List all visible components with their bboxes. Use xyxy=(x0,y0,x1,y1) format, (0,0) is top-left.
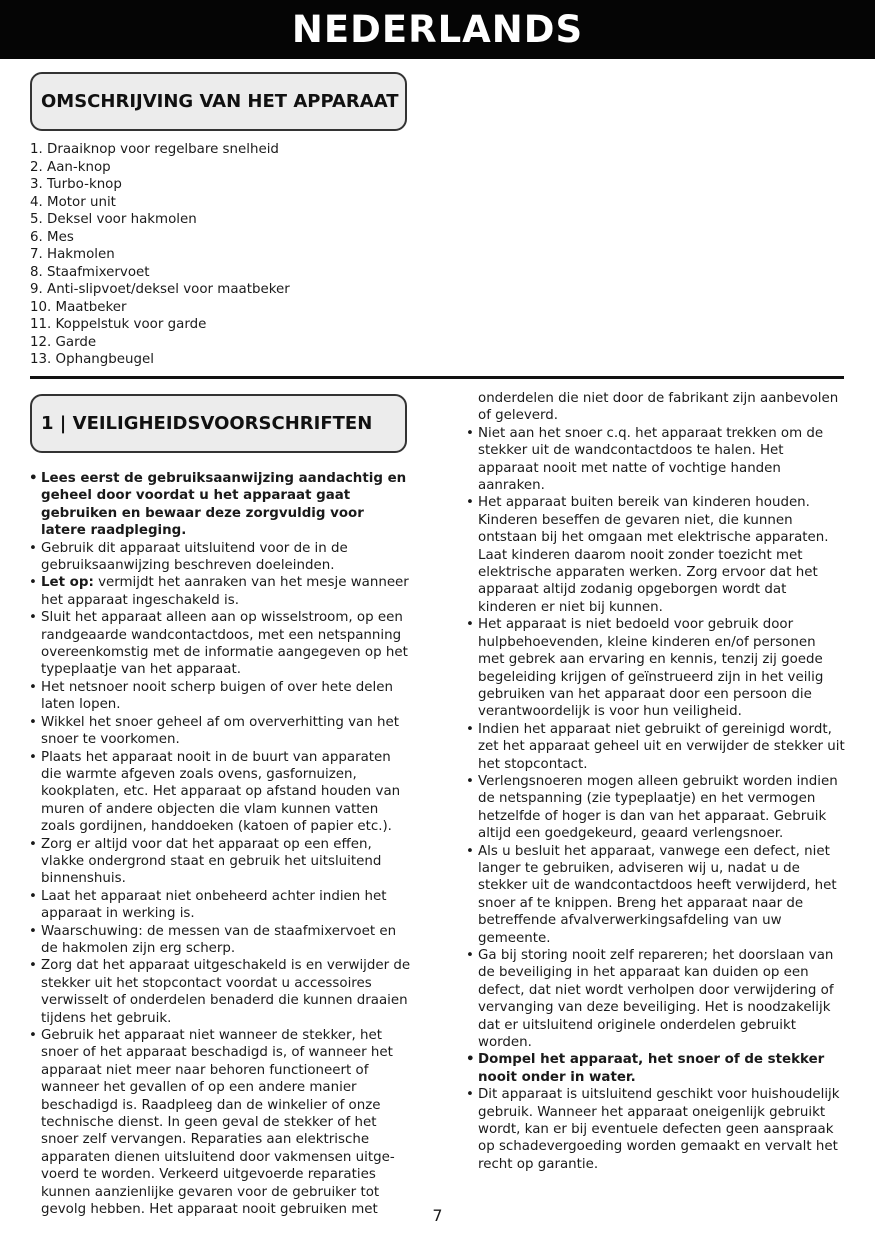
safety-item: • Indien het apparaat niet gebruikt of gereinigd wordt, zet het apparaat geheel uit en verwijder de stekker uit het stopcontact. xyxy=(466,721,846,773)
safety-item: • Wikkel het snoer geheel af om oververhitting van het snoer te voorkomen. xyxy=(29,714,411,749)
section-heading-description: OMSCHRIJVING VAN HET APPARAAT xyxy=(30,72,407,131)
list-item: 1. Draaiknop voor regelbare snelheid xyxy=(30,142,279,157)
list-item: 6. Mes xyxy=(30,229,74,245)
safety-item: • Niet aan het snoer c.q. het apparaat trekken om de stekker uit de wandcontactdoos te halen. Het apparaat nooit met natte of vochtige handen aanraken. xyxy=(466,425,846,495)
section-heading-safety: 1 | VEILIGHEIDSVOORSCHRIFTEN xyxy=(30,394,407,453)
safety-column-right xyxy=(466,390,846,1173)
list-item: 4. Motor unit xyxy=(30,194,116,210)
safety-item: • Zorg dat het apparaat uitgeschakeld is en verwijder de stekker uit het stopcontact voordat u accessoires verwisselt of onderdelen benaderd die kunnen draaien tijdens het gebruik. xyxy=(29,957,411,1027)
language-banner xyxy=(0,0,875,59)
banner-title: NEDERLANDS xyxy=(291,8,584,51)
list-item: 3. Turbo-knop xyxy=(30,177,122,192)
warning-label: Let op: xyxy=(41,575,94,591)
safety-item: • Ga bij storing nooit zelf repareren; het doorslaan van de beveiliging in het apparaat kan duiden op een defect, dat niet wordt verholpen door verwijdering of vervanging van deze beveiliging. Het is noodzakelijk dat er uitsluitend originele onderdelen gebruikt worden. xyxy=(466,947,846,1051)
safety-item: • Laat het apparaat niet onbeheerd achter indien het apparaat in werking is. xyxy=(29,888,411,923)
safety-item: • Verlengsnoeren mogen alleen gebruikt worden indien de netspanning (zie typeplaatje) en het vermogen hetzelfde of hoger is dan van het apparaat. Gebruik altijd een goedgekeurd, geaard verlengsnoer. xyxy=(466,773,846,843)
list-item: 11. Koppelstuk voor garde xyxy=(30,317,207,332)
safety-item: • Het netsnoer nooit scherp buigen of over hete delen laten lopen. xyxy=(29,679,411,714)
list-item: 7. Hakmolen xyxy=(30,247,115,262)
list-item: 2. Aan-knop xyxy=(30,159,111,175)
safety-item xyxy=(29,574,411,609)
list-item: 8. Staafmixervoet xyxy=(30,264,150,280)
list-item: 5. Deksel voor hakmolen xyxy=(30,212,197,227)
warning-text: vermijdt het aanraken van het mesje wanneer het apparaat ingeschakeld is. xyxy=(41,575,409,608)
safety-item: • Dompel het apparaat, het snoer of de stekker nooit onder in water. xyxy=(466,1051,846,1086)
list-item: 12. Garde xyxy=(30,334,97,350)
safety-item: • Sluit het apparaat alleen aan op wisselstroom, op een randgeaarde wandcontactdoos, met een netspanning overeenkomstig met de informatie aangegeven op het typeplaatje van het apparaat. xyxy=(29,609,411,679)
page-number: 7 xyxy=(432,1206,443,1225)
parts-list xyxy=(30,141,290,369)
safety-item: • Het apparaat buiten bereik van kinderen houden. Kinderen beseffen de gevaren niet, die kunnen ontstaan bij het omgaan met elektrische apparaten. Laat kinderen daarom nooit zonder toezicht met elektrische apparaten werken. Zorg ervoor dat het apparaat altijd zodanig opgeborgen wordt dat kinderen er niet bij kunnen. xyxy=(466,494,846,616)
safety-item: • Als u besluit het apparaat, vanwege een defect, niet langer te gebruiken, adviseren wij u, nadat u de stekker uit de wandcontactdoos heeft verwijderd, het snoer af te knippen. Breng het apparaat naar de betreffende afvalverwerkingsafdeling van uw gemeente. xyxy=(466,843,846,947)
safety-item: • Plaats het apparaat nooit in de buurt van apparaten die warmte afgeven zoals ovens, gasfornuizen, kookplaten, etc. Het apparaat op afstand houden van muren of andere objecten die vlam kunnen vatten zoals gordijnen, handdoeken (katoen of papier etc.). xyxy=(29,749,411,836)
section-divider xyxy=(30,376,844,379)
safety-item: • Zorg er altijd voor dat het apparaat op een effen, vlakke ondergrond staat en gebruik het uitsluitend binnenshuis. xyxy=(29,836,411,888)
safety-item: • Lees eerst de gebruiksaanwijzing aandachtig en geheel door voordat u het apparaat gaat gebruiken en bewaar deze zorgvuldig voor latere raadpleging. xyxy=(29,470,411,540)
list-item: 10. Maatbeker xyxy=(30,299,127,315)
safety-item: • Dit apparaat is uitsluitend geschikt voor huishoudelijk gebruik. Wanneer het apparaat oneigenlijk gebruikt wordt, kan er bij eventuele defecten geen aanspraak op schadevergoeding worden gemaakt en vervalt het recht op garantie. xyxy=(466,1086,846,1173)
list-item: 13. Ophangbeugel xyxy=(30,352,154,367)
safety-list-left xyxy=(29,470,411,1218)
safety-item: • Gebruik dit apparaat uitsluitend voor de in de gebruiksaanwijzing beschreven doeleinden. xyxy=(29,540,411,575)
safety-list-right xyxy=(466,425,846,1173)
safety-column-left xyxy=(29,470,411,1218)
list-item: 9. Anti-slipvoet/deksel voor maatbeker xyxy=(30,282,290,297)
safety-item: • Gebruik het apparaat niet wanneer de stekker, het snoer of het apparaat beschadigd is, of wanneer het apparaat niet meer naar behoren functioneert of wanneer het gevallen of op een andere manier beschadigd is. Raadpleeg dan de winkelier of onze technische dienst. In geen geval de stekker of het snoer zelf vervangen. Reparaties aan elektrische apparaten dienen uitsluitend door vakmensen uitge-voerd te worden. Verkeerd uitgevoerde reparaties kunnen aanzienlijke gevaren voor de gebruiker tot gevolg hebben. Het apparaat nooit gebruiken met xyxy=(29,1027,411,1218)
safety-item: • Het apparaat is niet bedoeld voor gebruik door hulpbehoevenden, kleine kinderen en/of personen met gebrek aan ervaring en kennis, tenzij zij goede begeleiding krijgen of geïnstrueerd zijn in het veilig gebruiken van het apparaat door een persoon die verantwoordelijk is voor hun veiligheid. xyxy=(466,616,846,720)
safety-item: • Waarschuwing: de messen van de staafmixervoet en de hakmolen zijn erg scherp. xyxy=(29,923,411,958)
continued-text: onderdelen die niet door de fabrikant zijn aanbevolen of geleverd. xyxy=(478,391,839,424)
